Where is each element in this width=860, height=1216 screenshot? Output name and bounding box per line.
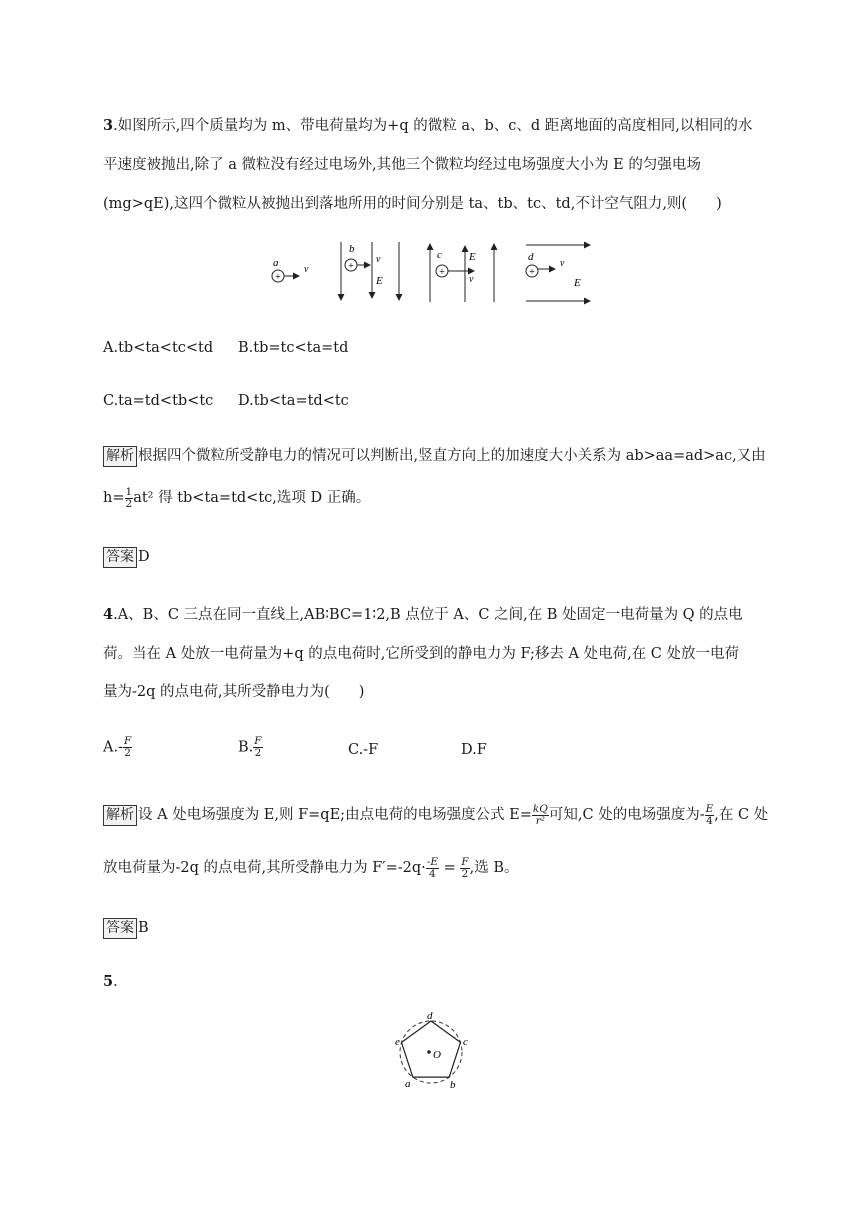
frac-den: 2	[125, 497, 133, 510]
svg-text:e: e	[395, 1036, 400, 1048]
particle-c-field	[430, 244, 494, 302]
frac-den: 2	[254, 747, 262, 759]
q4-stem-line3: 量为-2q 的点电荷,其所受静电力为( )	[103, 684, 365, 700]
q5-figure	[392, 1010, 482, 1096]
svg-text:+: +	[274, 272, 282, 283]
q3-option-d[interactable]: D.tb<ta=td<tc	[238, 393, 349, 409]
opt-a-prefix: A.-	[103, 739, 123, 756]
particle-b-field	[341, 242, 399, 300]
opt-a-frac	[123, 736, 132, 759]
svg-text:v: v	[376, 254, 381, 265]
q4-answer	[103, 918, 149, 939]
q3-analysis-frac	[125, 487, 134, 510]
q4-analysis-line2	[103, 856, 519, 880]
svg-text:+: +	[347, 261, 355, 272]
svg-text:E: E	[574, 277, 581, 289]
frac-num: E	[705, 802, 714, 815]
frac-den: 4	[706, 814, 713, 827]
q4-answer-value: B	[138, 920, 149, 936]
svg-text:c: c	[437, 249, 442, 261]
q4-stem-line1	[103, 603, 743, 624]
opt-b-frac	[253, 736, 262, 759]
answer-tag: 答案	[103, 918, 137, 939]
svg-text:a: a	[405, 1078, 411, 1090]
q4-option-b[interactable]	[238, 736, 263, 759]
svg-text:v: v	[560, 258, 565, 269]
q3-answer	[103, 547, 150, 568]
q4-option-d[interactable]: D.F	[461, 742, 487, 758]
frac-num: 1	[125, 485, 133, 498]
svg-text:v: v	[469, 274, 474, 285]
q4-analysis-e: ,选 B。	[469, 860, 519, 876]
particle-a	[272, 257, 309, 283]
frac-num: F	[461, 855, 469, 868]
frac-num: F	[254, 735, 262, 747]
q3-analysis-text: 根据四个微粒所受静电力的情况可以判断出,竖直方向上的加速度大小关系为 ab>aa=ad>ac,又由	[138, 448, 766, 464]
q3-figure	[262, 238, 598, 310]
q4-kq-frac	[532, 804, 549, 827]
svg-text:E: E	[469, 251, 476, 263]
q3-option-c[interactable]: C.ta=td<tb<tc	[103, 393, 214, 409]
svg-text:b: b	[349, 243, 355, 255]
q3-number: 3	[103, 117, 114, 134]
q3-option-a[interactable]: A.tb<ta<tc<td	[103, 340, 214, 356]
svg-text:b: b	[450, 1079, 456, 1091]
q4-analysis-line1	[103, 803, 768, 827]
q4-f2-frac	[460, 857, 469, 880]
frac-den: 2	[461, 867, 469, 880]
opt-b-prefix: B.	[238, 739, 254, 756]
frac-den: 4	[429, 867, 436, 880]
q4-analysis-b: 可知,C 处的电场强度为-	[548, 807, 705, 823]
svg-text:+: +	[438, 267, 446, 278]
analysis-tag: 解析	[103, 805, 137, 826]
q3-option-b[interactable]: B.tb=tc<ta=td	[238, 340, 349, 356]
q4-text-1: .A、B、C 三点在同一直线上,AB∶BC=1∶2,B 点位于 A、C 之间,在 B 处固定一电荷量为 Q 的点电	[113, 607, 743, 623]
q5-number: 5	[103, 973, 114, 990]
q4-analysis-c: ,在 C 处	[714, 807, 769, 823]
center-point	[427, 1050, 431, 1054]
q3-stem-line3: (mg>qE),这四个微粒从被抛出到落地所用的时间分别是 ta、tb、tc、td,不计空气阻力,则( )	[103, 196, 722, 212]
frac-den: 2	[124, 747, 131, 759]
particle-d-field	[526, 245, 590, 301]
frac-den: r²	[535, 814, 546, 827]
q4-number: 4	[103, 606, 114, 623]
svg-text:O: O	[433, 1049, 441, 1061]
q4-option-a[interactable]	[103, 736, 132, 759]
q3-stem-line1	[103, 114, 763, 135]
answer-tag: 答案	[103, 547, 137, 568]
q5-suffix: .	[113, 974, 118, 990]
q3-text-1: .如图所示,四个质量均为 m、带电荷量均为+q 的微粒 a、b、c、d 距离地面的高度相同,以相同的水	[113, 118, 753, 134]
svg-text:a: a	[273, 257, 279, 269]
q4-analysis-d: 放电荷量为-2q 的点电荷,其所受静电力为 F′=-2q·	[103, 860, 426, 876]
q4-stem-line2: 荷。当在 A 处放一电荷量为+q 的点电荷时,它所受到的静电力为 F;移去 A 处电荷,在 C 处放一电荷	[103, 646, 739, 662]
svg-text:+: +	[528, 267, 536, 278]
q4-analysis-a: 设 A 处电场强度为 E,则 F=qE;由点电荷的电场强度公式 E=	[138, 807, 532, 823]
q3-analysis-line1	[103, 444, 766, 467]
q4-option-c[interactable]: C.-F	[348, 742, 379, 758]
q3-analysis-rest: at² 得 tb<ta=td<tc,选项 D 正确。	[133, 490, 371, 506]
frac-num: -E	[426, 855, 438, 868]
frac-num: kQ	[532, 802, 548, 815]
dashed-circle	[400, 1021, 462, 1083]
analysis-tag: 解析	[103, 446, 137, 467]
svg-text:d: d	[528, 251, 534, 263]
svg-text:c: c	[463, 1036, 468, 1048]
frac-num: F	[123, 735, 132, 747]
q4-analysis-eq: =	[438, 860, 461, 876]
svg-text:E: E	[376, 275, 383, 287]
q3-stem-line2: 平速度被抛出,除了 a 微粒没有经过电场外,其他三个微粒均经过电场强度大小为 E 的匀强电场	[103, 157, 701, 173]
svg-text:v: v	[304, 264, 309, 275]
q4-e4-frac	[705, 804, 715, 827]
q3-analysis-line2	[103, 486, 370, 510]
q3-analysis-h: h=	[103, 490, 125, 506]
svg-text:d: d	[427, 1010, 433, 1022]
q3-answer-value: D	[138, 549, 150, 565]
q4-negE4-frac	[426, 857, 439, 880]
q5-stem	[103, 973, 118, 990]
